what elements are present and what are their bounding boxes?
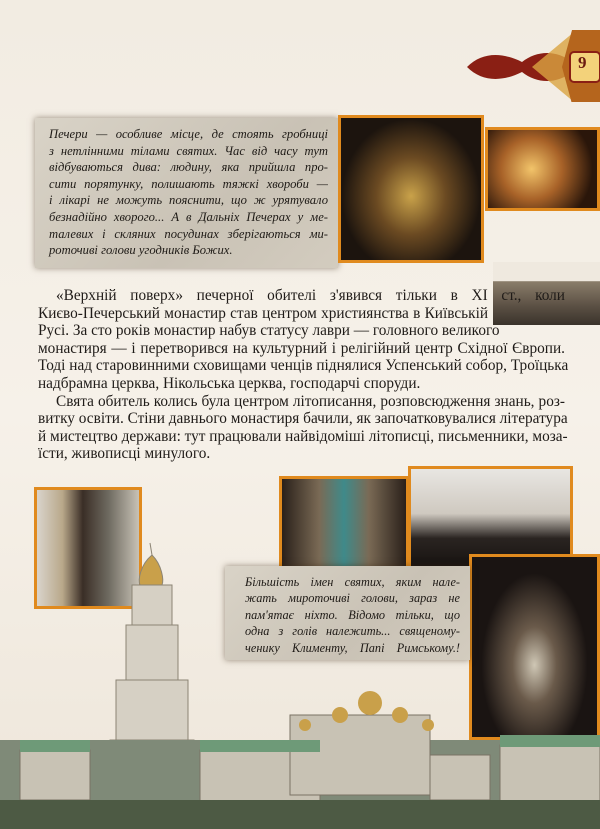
text-line: Русі. За сто років монастир набув статусу лаври — головного великого	[38, 322, 500, 340]
text-line: Києво-Печерський монастир став центром християнства в Київській	[38, 304, 488, 322]
text-line: їсти, живописці минулого.	[38, 445, 211, 463]
note-line: Більшість імен святих, яким нале-	[245, 575, 460, 589]
main-text	[38, 287, 569, 463]
note-line: безнадійно хворого... А в Дальніх Печерах у ме-	[49, 209, 328, 224]
note-line: з нетлінними тілами святих. Час від часу тут	[49, 143, 328, 158]
note-line: пам'ятає ніхто. Відомо тільки, що	[245, 607, 460, 622]
note-line: Печери — особливе місце, де стоять гробниці	[49, 127, 328, 141]
note-line: жать мироточиві голови, зараз не	[245, 591, 460, 606]
note-line: відбуваються дива: людину, яка прийшла про-	[49, 160, 328, 175]
note-line: і лікарі не можуть пояснити, що ж урятувало	[49, 193, 328, 208]
lavra-skyline-image	[0, 535, 600, 829]
note-line: ченику Клименту, Папі Римському.!	[245, 640, 460, 655]
note-line: одна з голів належить... священому-	[245, 624, 460, 639]
text-line: Тоді над старовинними сховищами ченців піднялися Успенський собор, Троїцька	[38, 357, 569, 375]
text-line: надбрамна церква, Нікольська церква, господарчі споруди.	[38, 374, 421, 392]
page-number: 9	[578, 53, 587, 72]
text-line: витку освіти. Стіни давнього монастиря бачили, як започатковувалися література	[38, 410, 568, 428]
photo-cave-iconostasis	[338, 115, 484, 263]
text-line: «Верхній поверх» печерної обителі з'явився тільки в XI ст., коли	[56, 287, 565, 304]
text-line: монастиря — і перетворився на культурний і релігійний центр Східної Європи.	[38, 339, 565, 357]
photo-cave-candles	[485, 127, 600, 211]
text-line: Свята обитель колись була центром літописання, розповсюдження знань, роз-	[56, 392, 565, 410]
note-line: талевих і скляних посудинах зберігаються ми-	[49, 226, 328, 241]
text-line: й мистецтво держави: тут працювали найвідоміші літописці, письменники, моза-	[38, 427, 568, 445]
caves-note	[35, 118, 338, 268]
page-ornament	[462, 22, 600, 102]
note-line: роточиві голови угодників Божих.	[49, 243, 233, 258]
note-line: сити порятунку, полишають тяжкі хвороби —	[49, 176, 328, 191]
